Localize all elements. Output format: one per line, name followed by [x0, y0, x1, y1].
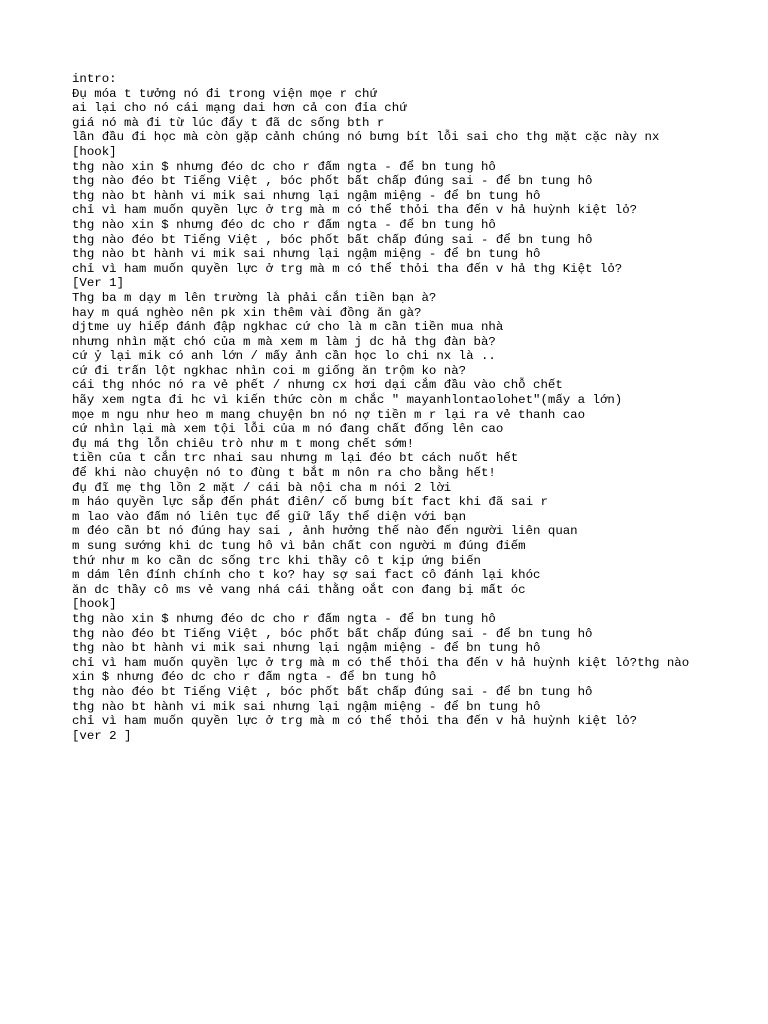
text-line: Đụ móa t tưởng nó đi trong viện mọe r chứ: [72, 86, 377, 101]
text-line: intro:: [72, 72, 117, 86]
text-line: cứ đi trấn lột ngkhac nhìn coi m giống ăn trộm ko nà?: [72, 363, 467, 378]
text-line: tiền của t cắn trc nhai sau nhưng m lại đéo bt cách nuốt hết: [72, 451, 519, 466]
text-line: chỉ vì ham muốn quyền lực ở trg mà m có thể thỏi tha đến v hả huỳnh kiệt lỏ?: [72, 203, 638, 218]
text-line: cái thg nhóc nó ra vẻ phết / nhưng cx hơi dại cắm đầu vào chỗ chết: [72, 378, 563, 393]
text-line: thg nào đéo bt Tiếng Việt , bóc phốt bất chấp đúng sai - để bn tung hô: [72, 232, 593, 247]
section-heading-ver1: [Ver 1]: [72, 276, 125, 291]
section-heading-ver2: [ver 2 ]: [72, 728, 132, 743]
text-line: thg nào đéo bt Tiếng Việt , bóc phốt bất chấp đúng sai - để bn tung hô: [72, 626, 593, 641]
text-line: thg nào bt hành vi mik sai nhưng lại ngậm miệng - để bn tung hô: [72, 188, 541, 203]
text-line: djtme uy hiếp đánh đập ngkhac cứ cho là m cần tiền mua nhà: [72, 320, 504, 335]
text-line: Thg ba m dạy m lên trường là phải cắn tiền bạn à?: [72, 290, 437, 305]
text-line: thg nào xin $ nhưng đéo dc cho r đấm ngta - để bn tung hô: [72, 159, 496, 174]
text-line: cứ ỷ lại mik có anh lớn / mấy ảnh cần học lo chi nx là ..: [72, 349, 496, 364]
text-line: hãy xem ngta đi hc vì kiến thức còn m chắc " mayanhlontaolohet"(mấy a lớn): [72, 393, 623, 408]
text-line: m đéo cần bt nó đúng hay sai , ảnh hưởng thế nào đến người liên quan: [72, 524, 578, 539]
text-line: thg nào đéo bt Tiếng Việt , bóc phốt bất chấp đúng sai - để bn tung hô: [72, 684, 593, 699]
text-line: chỉ vì ham muốn quyền lực ở trg mà m có thể thỏi tha đến v hả huỳnh kiệt lỏ?thg nào: [72, 655, 690, 670]
text-line: m háo quyền lực sắp đến phát điên/ cố bưng bít fact khi đã sai r: [72, 495, 548, 510]
section-heading-hook: [hook]: [72, 144, 117, 159]
text-line: đụ đĩ mẹ thg lồn 2 mặt / cái bà nội cha m nói 2 lời: [72, 480, 452, 495]
text-line: m sung sướng khi dc tung hô vì bản chất con người m đúng điếm: [72, 539, 526, 553]
text-line: lần đầu đi học mà còn gặp cảnh chúng nó bưng bít lỗi sai cho thg mặt cặc này nx: [72, 130, 660, 145]
text-line: ăn dc thầy cô ms vẻ vang nhá cái thằng oắt con đang bị mất óc: [72, 582, 526, 597]
text-line: thứ như m ko cần dc sống trc khi thầy cô t kịp ứng biến: [72, 553, 481, 568]
text-line: m lao vào đấm nó liên tục để giữ lấy thể diện với bạn: [72, 509, 467, 524]
text-line: mọe m ngu như heo m mang chuyện bn nó nợ tiền m r lại ra vẻ thanh cao: [72, 407, 586, 422]
text-line: xin $ nhưng đéo dc cho r đấm ngta - để bn tung hô: [72, 670, 437, 685]
text-line: chỉ vì ham muốn quyền lực ở trg mà m có thể thỏi tha đến v hả huỳnh kiệt lỏ?: [72, 714, 638, 729]
section-heading-hook: [hook]: [72, 597, 117, 612]
text-line: thg nào bt hành vi mik sai nhưng lại ngậm miệng - để bn tung hô: [72, 699, 541, 714]
text-line: để khi nào chuyện nó to đùng t bắt m nôn ra cho bằng hết!: [72, 466, 496, 481]
text-line: cứ nhìn lại mà xem tội lỗi của m nó đang chất đống lên cao: [72, 422, 504, 437]
text-line: thg nào xin $ nhưng đéo dc cho r đấm ngta - để bn tung hô: [72, 217, 496, 232]
text-line: giá nó mà đi từ lúc đẩy t đã dc sống bth r: [72, 115, 385, 130]
text-line: đụ má thg lỗn chiêu trò như m t mong chết sớm!: [72, 436, 415, 451]
text-line: chỉ vì ham muốn quyền lực ở trg mà m có thể thỏi tha đến v hả thg Kiệt lỏ?: [72, 261, 623, 276]
text-line: m dám lên đính chính cho t ko? hay sợ sai fact cô đánh lại khóc: [72, 568, 541, 583]
document-text: [72, 72, 732, 743]
text-line: thg nào đéo bt Tiếng Việt , bóc phốt bất chấp đúng sai - để bn tung hô: [72, 174, 593, 189]
text-line: thg nào bt hành vi mik sai nhưng lại ngậm miệng - để bn tung hô: [72, 247, 541, 262]
text-line: nhưng nhìn mặt chó của m mà xem m làm j dc hả thg đàn bà?: [72, 334, 496, 349]
text-line: thg nào xin $ nhưng đéo dc cho r đấm ngta - để bn tung hô: [72, 611, 496, 626]
text-line: ai lại cho nó cái mạng dai hơn cả con đỉa chứ: [72, 101, 407, 116]
text-line: hay m quá nghèo nên pk xin thêm vài đồng ăn gà?: [72, 305, 422, 320]
text-line: thg nào bt hành vi mik sai nhưng lại ngậm miệng - để bn tung hô: [72, 641, 541, 656]
